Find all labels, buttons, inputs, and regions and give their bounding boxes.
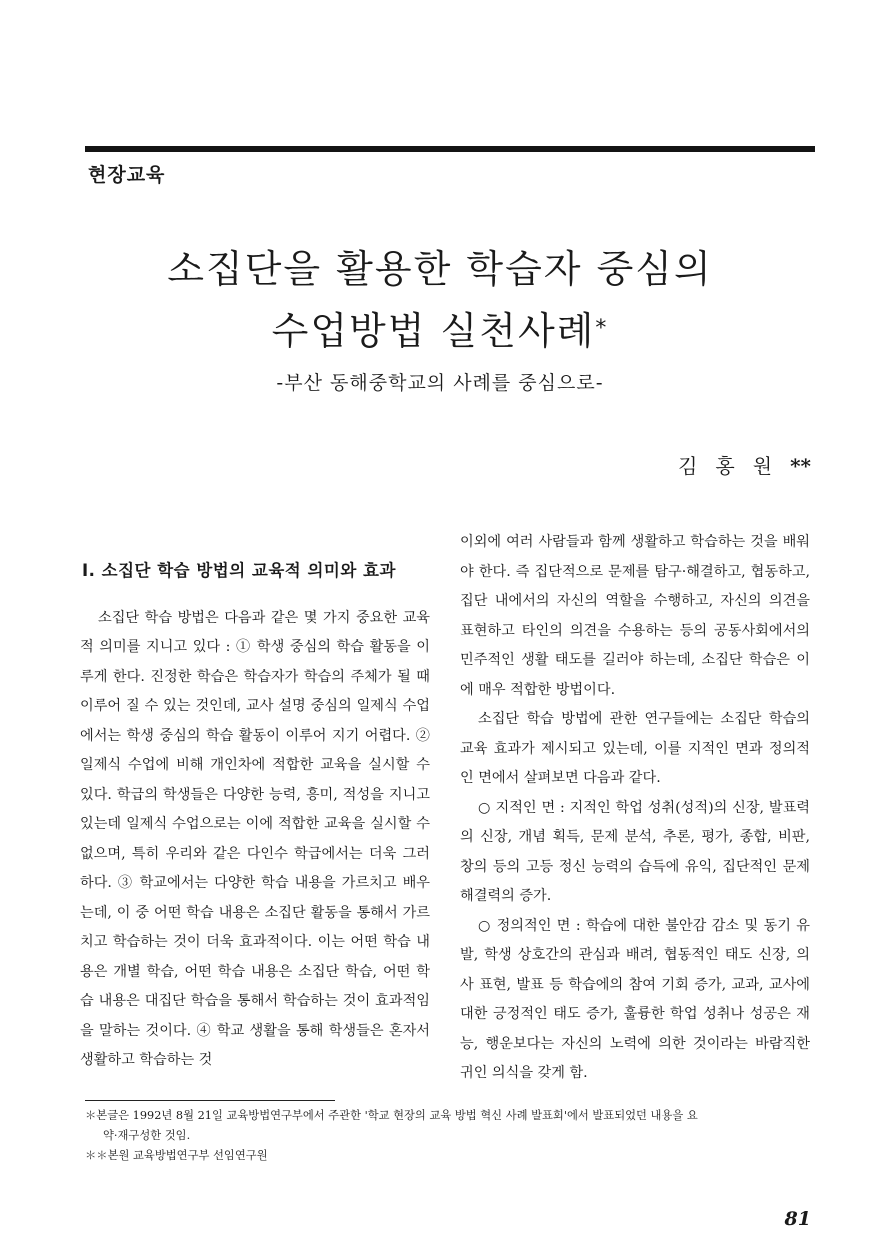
left-column <box>80 528 430 1076</box>
title-line-2 <box>60 300 820 362</box>
right-column <box>460 528 810 1089</box>
body-paragraph: 소집단 학습 방법에 관한 연구들에는 소집단 학습의 교육 효과가 제시되고 있는데, 이를 지적인 면과 정의적인 면에서 살펴보면 다음과 같다. <box>460 711 810 786</box>
author-name: 김홍원 <box>678 454 791 478</box>
title-footnote-mark: * <box>595 316 609 341</box>
author <box>678 450 811 479</box>
title-line-1: 소집단을 활용한 학습자 중심의 <box>167 247 713 291</box>
footnote-1-continued: 약·재구성한 것임. <box>103 1129 191 1142</box>
footnote-1: ＊본글은 1992년 8월 21일 교육방법연구부에서 주관한 '학교 현장의 교육 방법 혁신 사례 발표회'에서 발표되었던 내용을 요 <box>85 1109 698 1122</box>
top-rule <box>85 146 815 152</box>
footnote-2: ＊＊본원 교육방법연구부 선임연구원 <box>85 1149 268 1162</box>
body-paragraph: 소집단 학습 방법은 다음과 같은 몇 가지 중요한 교육적 의미를 지니고 있다 : ① 학생 중심의 학습 활동을 이루게 한다. 진정한 학습은 학습자가 학습의 주체가 될 때 이루어 질 수 있는 것인데, 교사 설명 중심의 일제식 수업에서는 학생 중심의 학습 활동이 이루어 지기 어렵다. ② 일제식 수업에 비해 개인차에 적합한 교육을 실시할 수 있다. 학급의 학생들은 다양한 능력, 흥미, 적성을 지니고 있는데 일제식 수업으로는 이에 적합한 교육을 실시할 수 없으며, 특히 우리와 같은 다인수 학급에서는 더욱 그러하다. ③ 학교에서는 다양한 학습 내용을 가르치고 배우는데, 이 중 어떤 학습 내용은 소집단 활동을 통해서 가르치고 학습하는 것이 더욱 효과적이다. 이는 어떤 학습 내용은 개별 학습, 어떤 학습 내용은 소집단 학습, 어떤 학습 내용은 대집단 학습을 통해서 학습하는 것이 효과적임을 말하는 것이다. ④ 학교 생활을 통해 학생들은 혼자서 생활하고 학습하는 것 <box>80 609 430 1068</box>
page-number: 81 <box>784 1208 811 1230</box>
section-heading: I. 소집단 학습 방법의 교육적 의미와 효과 <box>82 561 396 580</box>
body-paragraph-continued: 이외에 여러 사람들과 함께 생활하고 학습하는 것을 배워야 한다. 즉 집단적으로 문제를 탐구·해결하고, 협동하고, 집단 내에서의 자신의 역할을 수행하고, 자신의 의견을 표현하고 타인의 의견을 수용하는 등의 공동사회에서의 민주적인 생활 태도를 길러야 하는데, 소집단 학습은 이에 매우 적합한 방법이다. <box>460 534 810 698</box>
article-title <box>60 238 820 362</box>
footnotes <box>85 1106 815 1166</box>
list-item-affective: ○ 정의적인 면 : 학습에 대한 불안감 감소 및 동기 유발, 학생 상호간의 관심과 배려, 협동적인 태도 신장, 의사 표현, 발표 등 학습에의 참여 기회 증가, 교과, 교사에 대한 긍정적인 태도 증가, 훌륭한 학업 성취나 성공은 재능, 행운보다는 자신의 노력에 의한 것이라는 바람직한 귀인 의식을 갖게 함. <box>460 917 810 1081</box>
author-footnote-mark: ** <box>790 454 811 478</box>
subtitle: -부산 동해중학교의 사례를 중심으로- <box>276 372 604 394</box>
title-line-2-text: 수업방법 실천사례 <box>271 309 596 353</box>
section-label: 현장교육 <box>88 164 166 186</box>
footnote-rule <box>85 1100 335 1101</box>
list-item-intellectual: ○ 지적인 면 : 지적인 학업 성취(성적)의 신장, 발표력의 신장, 개념 획득, 문제 분석, 추론, 평가, 종합, 비판, 창의 등의 고등 정신 능력의 습득에 유익, 집단적인 문제 해결력의 증가. <box>460 799 810 904</box>
